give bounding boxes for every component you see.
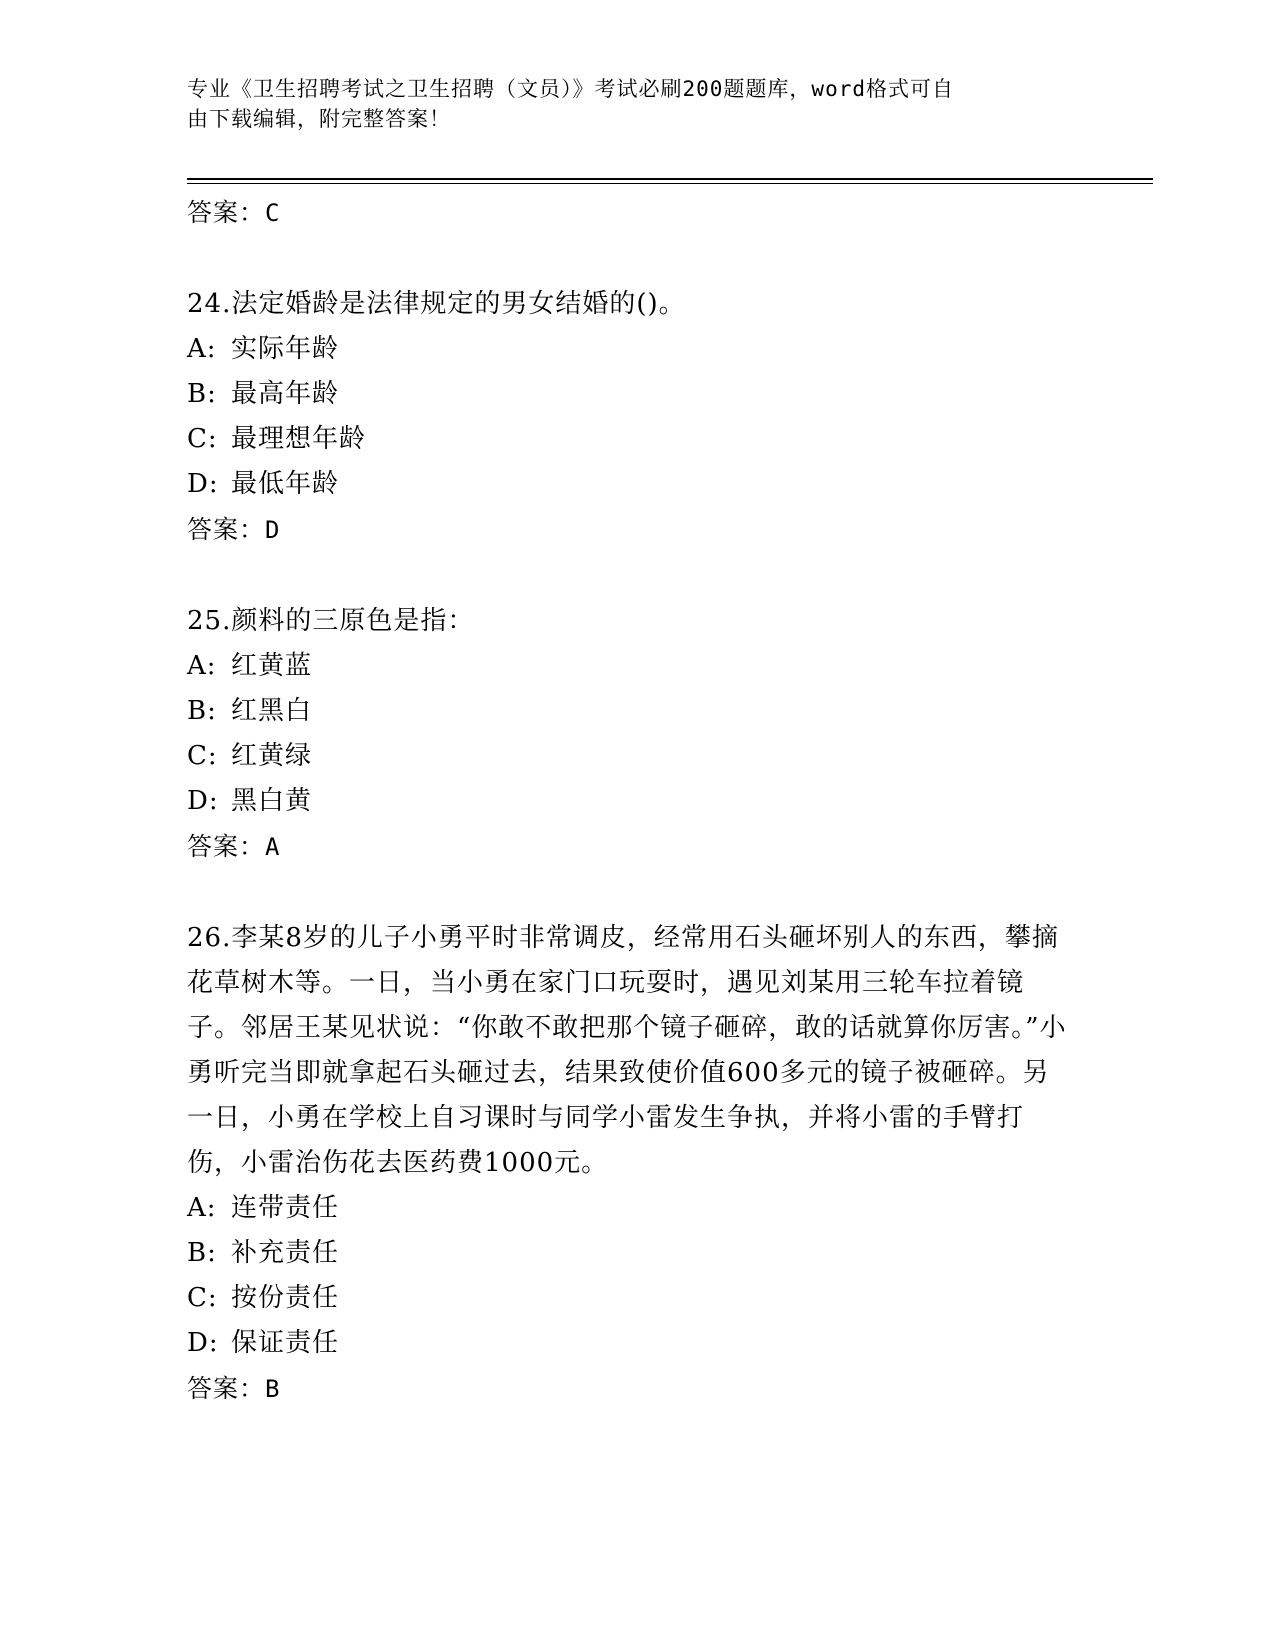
option-text: 红黄蓝 xyxy=(231,651,313,681)
question-stem: 25.颜料的三原色是指： xyxy=(187,606,475,636)
option-b xyxy=(187,1231,1067,1276)
option-b xyxy=(187,689,1067,734)
question-answer xyxy=(187,824,1067,869)
option-text: 最高年龄 xyxy=(231,379,340,409)
option-letter: A: xyxy=(187,334,217,364)
option-letter: A: xyxy=(187,1193,217,1223)
question-block xyxy=(187,599,1067,869)
previous-answer xyxy=(187,190,1067,235)
question-answer xyxy=(187,1366,1067,1411)
option-text: 补充责任 xyxy=(231,1238,340,1268)
option-letter: C: xyxy=(187,1283,218,1313)
answer-value: C xyxy=(265,199,281,227)
header-divider-thin xyxy=(187,183,1153,184)
answer-label: 答案： xyxy=(187,832,266,861)
answer-value: B xyxy=(265,1375,281,1403)
option-letter: D: xyxy=(187,1328,219,1358)
question-stem: 26.李某8岁的儿子小勇平时非常调皮，经常用石头砸坏别人的东西，攀摘花草树木等。一日，当小勇在家门口玩耍时，遇见刘某用三轮车拉着镜子。邻居王某见状说：“你敢不敢把那个镜子砸碎，敢的话就算你厉害。”小勇听完当即就拿起石头砸过去，结果致使价值600多元的镜子被砸碎。另一日，小勇在学校上自习课时与同学小雷发生争执，并将小雷的手臂打伤，小雷治伤花去医药费1000元。 xyxy=(187,923,1067,1178)
question-list xyxy=(187,190,1067,1411)
question-stem: 24.法定婚龄是法律规定的男女结婚的()。 xyxy=(187,289,686,319)
option-letter: B: xyxy=(187,1238,217,1268)
intro-line-2: 由下载编辑，附完整答案！ xyxy=(187,107,451,131)
answer-value: D xyxy=(265,516,281,544)
option-text: 最低年龄 xyxy=(231,469,340,499)
document-intro xyxy=(187,74,1067,134)
question-block xyxy=(187,916,1067,1411)
option-text: 按份责任 xyxy=(231,1283,340,1313)
option-d xyxy=(187,779,1067,824)
option-text: 红黑白 xyxy=(231,696,313,726)
answer-label: 答案： xyxy=(187,1374,266,1403)
option-letter: A: xyxy=(187,651,217,681)
option-letter: B: xyxy=(187,379,217,409)
option-a xyxy=(187,1186,1067,1231)
intro-line-1: 专业《卫生招聘考试之卫生招聘（文员）》考试必刷200题题库，word格式可自 xyxy=(187,77,954,101)
option-d xyxy=(187,1321,1067,1366)
answer-value: A xyxy=(265,833,281,861)
option-text: 保证责任 xyxy=(231,1328,340,1358)
option-text: 红黄绿 xyxy=(231,741,313,771)
option-c xyxy=(187,1276,1067,1321)
option-d xyxy=(187,462,1067,507)
option-letter: C: xyxy=(187,424,218,454)
option-letter: D: xyxy=(187,469,219,499)
question-block xyxy=(187,282,1067,552)
option-a xyxy=(187,644,1067,689)
option-letter: B: xyxy=(187,696,217,726)
option-a xyxy=(187,327,1067,372)
question-answer xyxy=(187,507,1067,552)
option-text: 连带责任 xyxy=(231,1193,340,1223)
option-text: 最理想年龄 xyxy=(231,424,367,454)
answer-label: 答案： xyxy=(187,198,266,227)
option-b xyxy=(187,372,1067,417)
option-letter: C: xyxy=(187,741,218,771)
option-c xyxy=(187,417,1067,462)
option-text: 黑白黄 xyxy=(231,786,313,816)
option-letter: D: xyxy=(187,786,219,816)
option-text: 实际年龄 xyxy=(231,334,340,364)
option-c xyxy=(187,734,1067,779)
header-divider-thick xyxy=(187,178,1153,180)
answer-label: 答案： xyxy=(187,515,266,544)
